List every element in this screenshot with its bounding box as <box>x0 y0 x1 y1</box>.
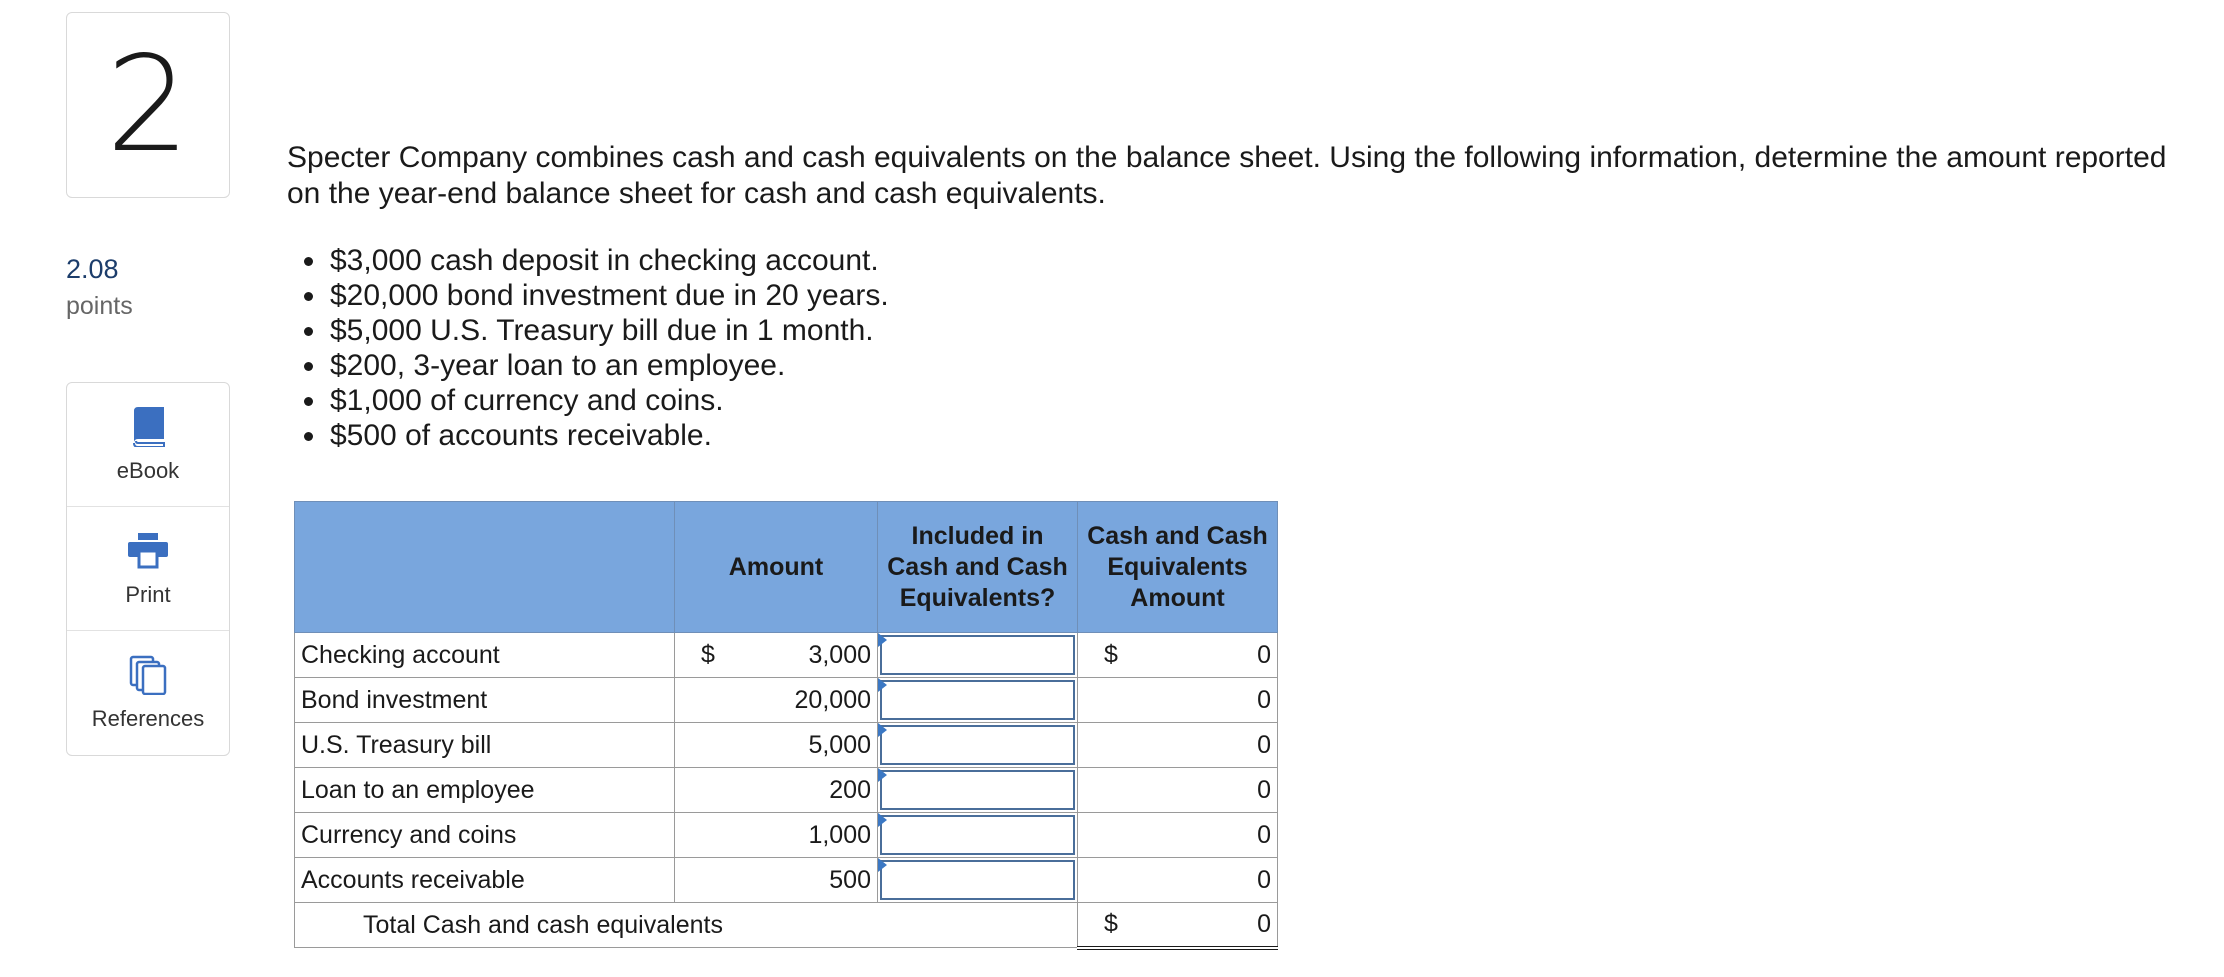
included-cell <box>878 723 1078 768</box>
printer-icon <box>128 530 168 572</box>
list-item: • $3,000 cash deposit in checking account. <box>328 243 889 278</box>
included-dropdown[interactable] <box>880 680 1075 720</box>
references-label: References <box>91 706 205 731</box>
row-label: Currency and coins <box>295 813 675 858</box>
list-item: • $1,000 of currency and coins. <box>328 383 889 418</box>
ebook-label: eBook <box>116 457 180 483</box>
dropdown-marker-icon <box>878 678 887 692</box>
documents-icon <box>128 654 168 696</box>
points-value: 2.08 <box>66 254 119 284</box>
list-item: • $20,000 bond investment due in 20 years. <box>328 278 889 313</box>
included-cell <box>878 633 1078 678</box>
included-cell <box>878 813 1078 858</box>
ebook-button[interactable] <box>67 383 229 507</box>
header-amount: Amount <box>675 502 878 633</box>
total-label: Total Cash and cash equivalents <box>295 903 878 948</box>
book-icon <box>128 406 168 448</box>
question-number: 2 <box>66 12 230 198</box>
cce-cell <box>1078 813 1278 858</box>
cce-value: 0 <box>1257 775 1271 804</box>
row-label: U.S. Treasury bill <box>295 723 675 768</box>
total-blank-cell <box>878 903 1078 948</box>
cce-cell <box>1078 678 1278 723</box>
included-dropdown[interactable] <box>880 815 1075 855</box>
row-label: Checking account <box>295 633 675 678</box>
question-text: Specter Company combines cash and cash equivalents on the balance sheet. Using the following information, determine the amount reported on the year-end balance sheet for cash and cash equivalents. <box>287 141 2167 210</box>
included-dropdown[interactable] <box>880 725 1075 765</box>
cce-value: 0 <box>1257 685 1271 714</box>
row-amount-cell <box>675 813 878 858</box>
worksheet-table <box>294 501 1278 950</box>
row-amount: 20,000 <box>794 685 871 714</box>
table-row <box>295 858 1278 903</box>
references-button[interactable] <box>67 631 229 755</box>
currency-symbol: $ <box>1104 640 1118 669</box>
table-row <box>295 633 1278 678</box>
currency-symbol: $ <box>1104 909 1118 938</box>
row-amount-cell <box>675 678 878 723</box>
table-row <box>295 723 1278 768</box>
header-cce-amount: Cash and Cash Equivalents Amount <box>1078 502 1278 633</box>
print-label: Print <box>125 581 171 607</box>
row-amount-cell <box>675 723 878 768</box>
table-row <box>295 813 1278 858</box>
info-list <box>300 243 889 453</box>
dropdown-marker-icon <box>878 858 887 872</box>
included-dropdown[interactable] <box>880 860 1075 900</box>
currency-symbol: $ <box>701 640 715 669</box>
cce-value: 0 <box>1257 820 1271 849</box>
dropdown-marker-icon <box>878 768 887 782</box>
row-amount: 3,000 <box>808 640 871 669</box>
table-row <box>295 678 1278 723</box>
header-included: Included in Cash and Cash Equivalents? <box>878 502 1078 633</box>
total-row <box>295 903 1278 948</box>
cce-cell <box>1078 858 1278 903</box>
row-label: Accounts receivable <box>295 858 675 903</box>
dropdown-marker-icon <box>878 813 887 827</box>
total-cell <box>1078 903 1278 948</box>
row-amount-cell <box>675 768 878 813</box>
print-button[interactable] <box>67 507 229 631</box>
dropdown-marker-icon <box>878 633 887 647</box>
cce-cell <box>1078 723 1278 768</box>
cce-value: 0 <box>1257 640 1271 669</box>
row-amount: 1,000 <box>808 820 871 849</box>
row-label: Bond investment <box>295 678 675 723</box>
row-amount-cell <box>675 858 878 903</box>
table-row <box>295 768 1278 813</box>
included-cell <box>878 768 1078 813</box>
header-label <box>295 502 675 633</box>
cce-value: 0 <box>1257 730 1271 759</box>
tools-panel <box>66 382 230 756</box>
worksheet <box>294 501 1278 950</box>
included-cell <box>878 858 1078 903</box>
list-item: • $500 of accounts receivable. <box>328 418 889 453</box>
included-dropdown[interactable] <box>880 770 1075 810</box>
row-amount-cell <box>675 633 878 678</box>
row-label: Loan to an employee <box>295 768 675 813</box>
list-item: • $200, 3-year loan to an employee. <box>328 348 889 383</box>
row-amount: 5,000 <box>808 730 871 759</box>
list-item: • $5,000 U.S. Treasury bill due in 1 month. <box>328 313 889 348</box>
total-value: 0 <box>1257 909 1271 938</box>
cce-cell <box>1078 633 1278 678</box>
cce-value: 0 <box>1257 865 1271 894</box>
row-amount: 500 <box>829 865 871 894</box>
cce-cell <box>1078 768 1278 813</box>
included-cell <box>878 678 1078 723</box>
row-amount: 200 <box>829 775 871 804</box>
included-dropdown[interactable] <box>880 635 1075 675</box>
dropdown-marker-icon <box>878 723 887 737</box>
points-label: points <box>66 292 133 320</box>
